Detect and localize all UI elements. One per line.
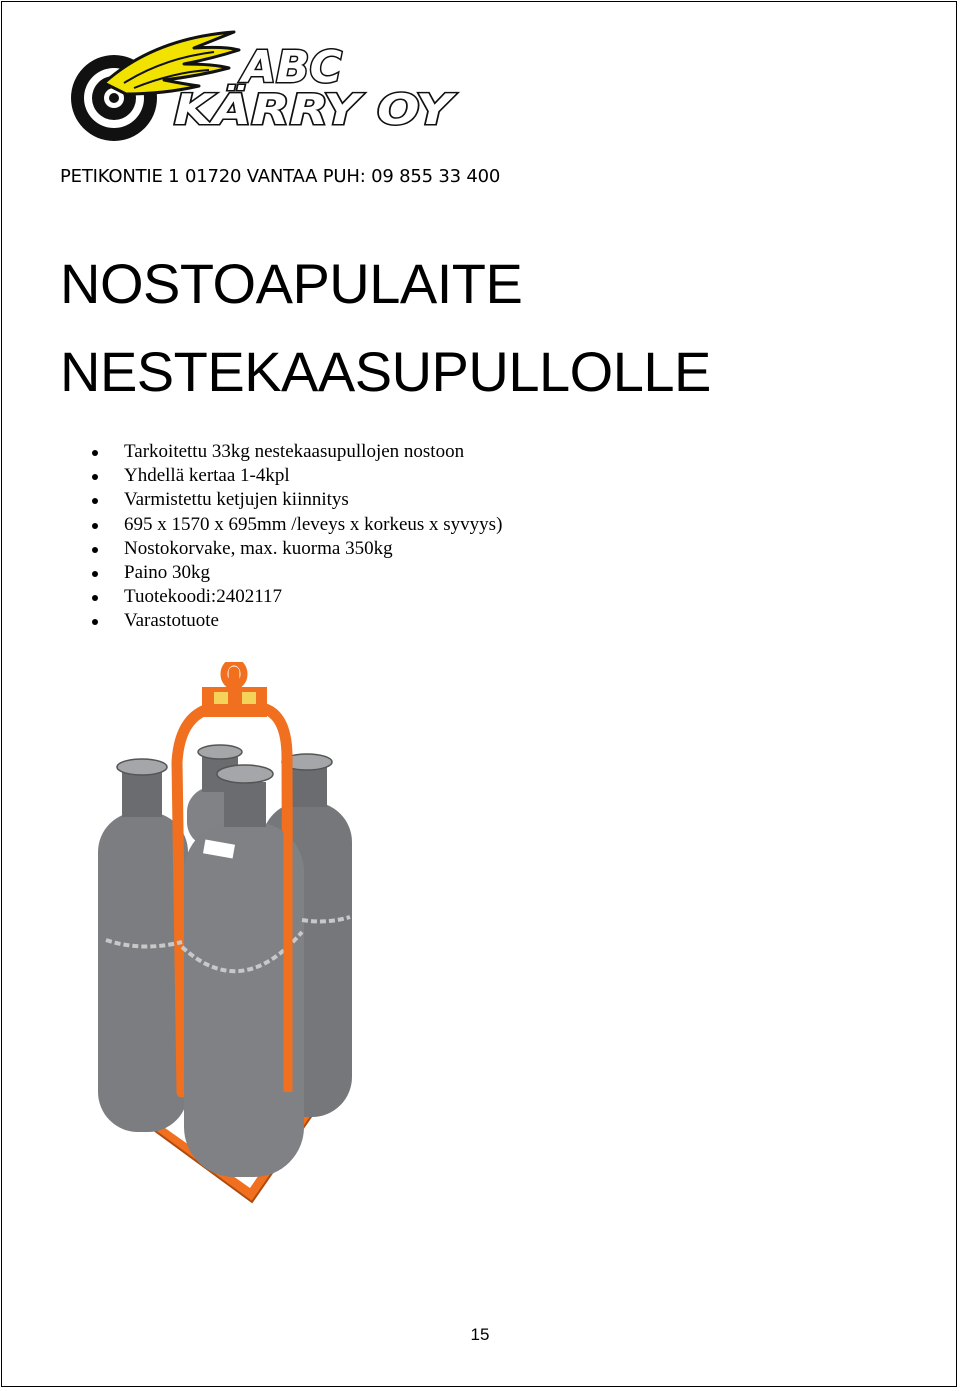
product-photo (92, 662, 367, 1207)
page-title (60, 240, 711, 416)
feature-item: Varastotuote (92, 609, 502, 633)
feature-item: Tuotekoodi:2402117 (92, 585, 502, 609)
page-number: 15 (470, 1325, 490, 1344)
feature-item: Varmistettu ketjujen kiinnitys (92, 488, 502, 512)
feature-item: 695 x 1570 x 695mm /leveys x korkeus x syvyys) (92, 513, 502, 537)
feature-item: Yhdellä kertaa 1-4kpl (92, 464, 502, 488)
document-page (1, 1, 957, 1387)
title-line-2: NESTEKAASUPULLOLLE (60, 340, 711, 403)
title-line-1: NOSTOAPULAITE (60, 252, 523, 315)
abc-karry-logo (64, 28, 464, 144)
feature-list (92, 440, 502, 634)
feature-item: Tarkoitettu 33kg nestekaasupullojen nostoon (92, 440, 502, 464)
logo-line1: ABC (242, 42, 342, 93)
feature-item: Paino 30kg (92, 561, 502, 585)
logo-line2: KÄRRY OY (174, 85, 408, 134)
feature-item: Nostokorvake, max. kuorma 350kg (92, 537, 502, 561)
company-address: PETIKONTIE 1 01720 VANTAA PUH: 09 855 33 400 (60, 166, 501, 187)
